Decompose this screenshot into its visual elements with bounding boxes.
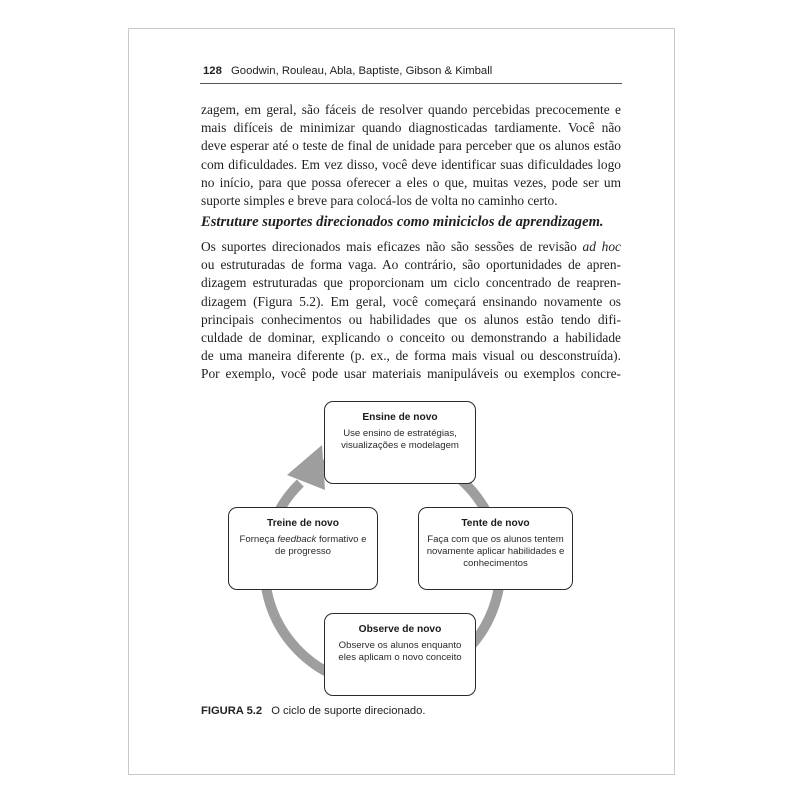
text-line: mais difíceis de minimizar quando diagnosticadas tardiamente. Você não	[201, 120, 621, 136]
box-body	[229, 534, 377, 558]
text-line: ou estruturadas de forma vaga. Ao contrário, são oportunidades de apren-	[201, 257, 621, 273]
italic-term: ad hoc	[582, 239, 621, 254]
text-line: dizagem estruturadas que proporcionam um ciclo concentrado de reapren-	[201, 275, 621, 291]
text-line	[201, 238, 621, 256]
box-treine-de-novo	[228, 507, 378, 590]
running-head-authors: Goodwin, Rouleau, Abla, Baptiste, Gibson & Kimball	[231, 65, 493, 77]
box-title: Ensine de novo	[362, 412, 438, 423]
text-line: com dificuldades. Em vez disso, você deve identificar suas dificuldades logo	[201, 156, 621, 172]
text-span: Forneça	[239, 534, 278, 545]
figure-caption	[201, 705, 621, 717]
cycle-diagram	[220, 395, 580, 700]
text-line: dizagem (Figura 5.2). Em geral, você começará ensinando novamente os	[201, 293, 621, 309]
text-line: suporte simples e breve para colocá-los de volta no caminho certo.	[201, 193, 558, 209]
box-ensine-de-novo	[324, 401, 476, 484]
text-span: Os suportes direcionados mais eficazes não são sessões de revisão	[201, 239, 583, 254]
text-line: zagem, em geral, são fáceis de resolver quando percebidas precocemente e	[201, 102, 621, 117]
italic-term: feedback	[277, 534, 317, 545]
figure-label: FIGURA 5.2	[201, 705, 263, 717]
text-line: culdade de dominar, explicando o conceito ou demonstrando a habilidade	[201, 330, 621, 346]
text-line: Por exemplo, você pode usar materiais manipuláveis ou exemplos concre-	[201, 366, 621, 382]
box-body: Faça com que os alunos tentem novamente aplicar habilidades e conhecimentos	[426, 534, 565, 569]
section-heading: Estruture suportes direcionados como miniciclos de aprendizagem.	[201, 214, 604, 230]
paragraph-2	[201, 238, 621, 384]
header-rule	[200, 83, 622, 84]
box-body: Observe os alunos enquanto eles aplicam o novo conceito	[338, 640, 462, 663]
box-tente-de-novo	[418, 507, 573, 590]
text-line: no início, para que possa oferecer a eles o que, muitas vezes, pode ser um	[201, 174, 621, 190]
box-title: Tente de novo	[461, 518, 530, 529]
text-span: formativo e de progresso	[275, 534, 367, 557]
box-title: Treine de novo	[267, 518, 339, 529]
box-body: Use ensino de estratégias, visualizações e modelagem	[341, 428, 459, 451]
text-line: principais conhecimentos ou habilidades que os alunos estão tendo difi-	[201, 311, 621, 327]
page-number: 128	[203, 65, 222, 77]
figure-caption-text: O ciclo de suporte direcionado.	[271, 705, 426, 717]
box-observe-de-novo	[324, 613, 476, 696]
text-line: deve esperar até o teste de final de unidade para perceber que os alunos estão	[201, 138, 621, 154]
paragraph-1	[201, 101, 621, 210]
text-line: de uma maneira diferente (p. ex., de forma mais visual ou desconstruída).	[201, 348, 621, 364]
box-title: Observe de novo	[358, 624, 442, 635]
cycle-arrowhead	[287, 445, 325, 490]
running-head	[203, 65, 621, 77]
